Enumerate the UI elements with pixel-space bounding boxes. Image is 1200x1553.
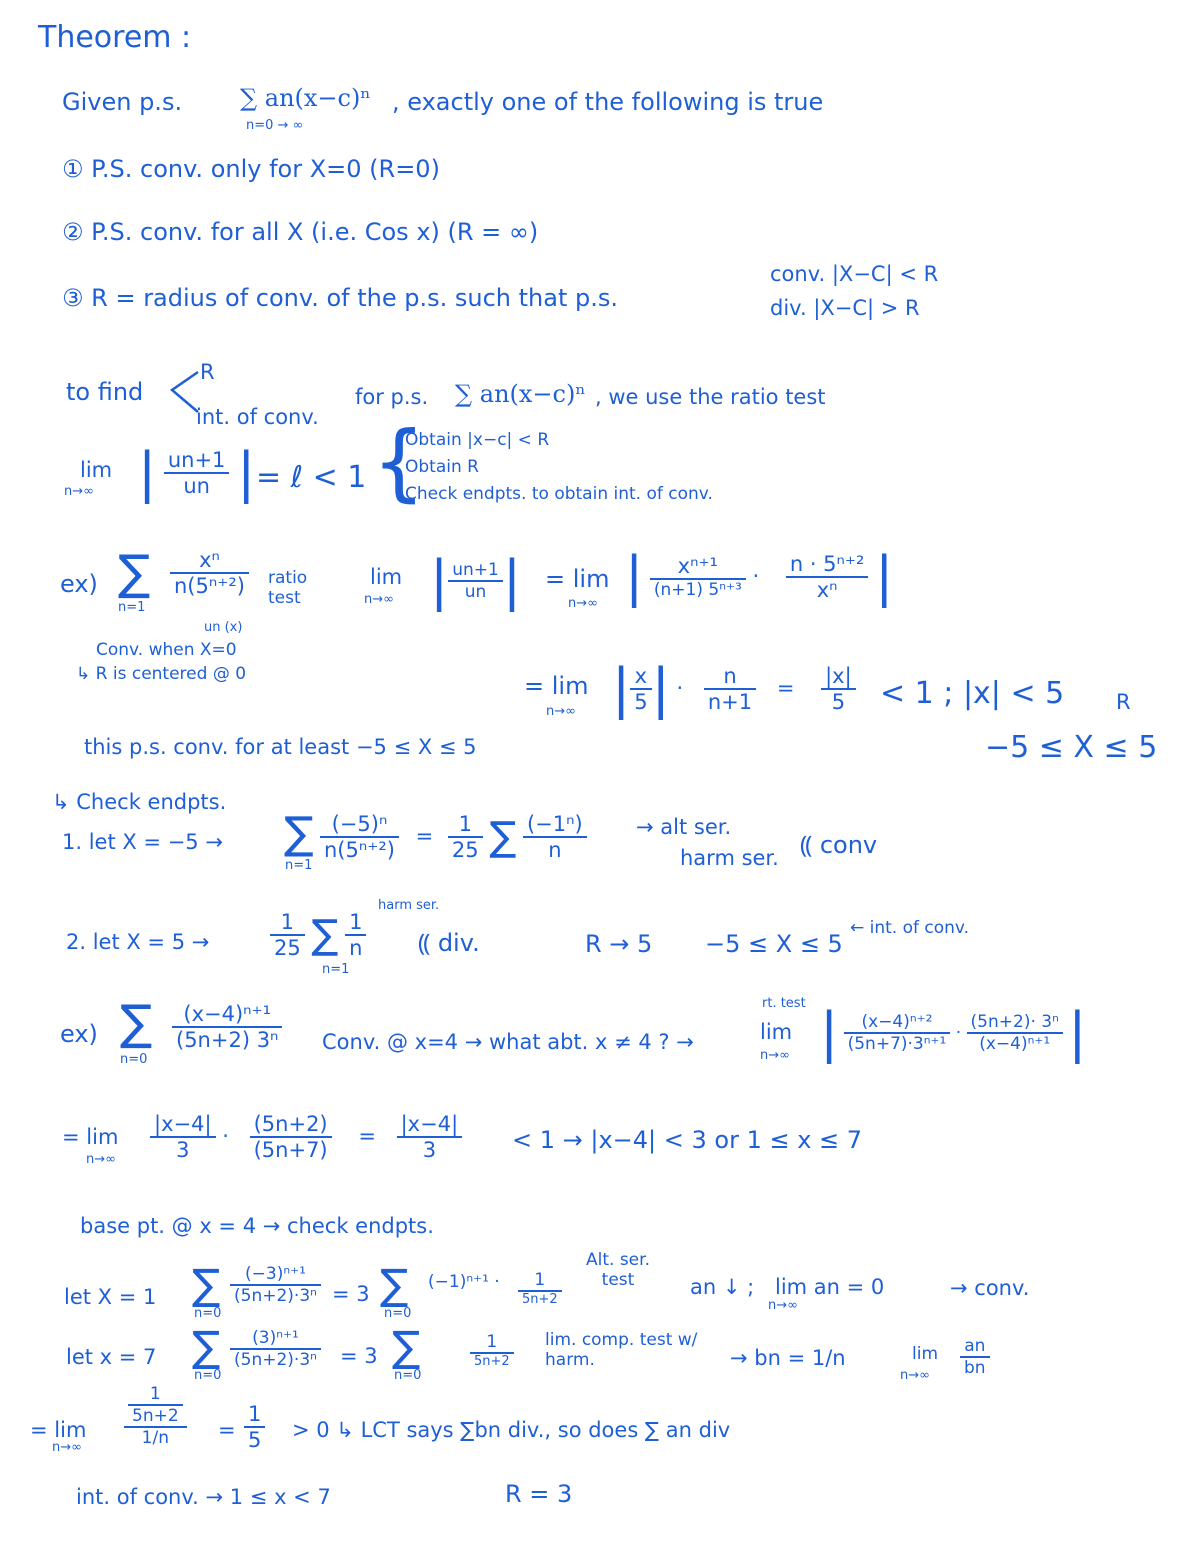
ex2-final-result: > 0 ↳ LCT says ∑bn div., so does ∑ an div	[292, 1418, 731, 1442]
ex2-let7-frac	[230, 1328, 321, 1370]
ex2-final-den: 1/n	[141, 1428, 169, 1448]
ex1-label: ex)	[60, 570, 98, 598]
ex2-final-val-num: 1	[244, 1402, 265, 1428]
ex2-let7-sigma: ∑	[192, 1322, 221, 1371]
ex1-e1-sigma: ∑	[284, 808, 314, 859]
ex2-series-frac	[172, 1002, 282, 1052]
given-prefix: Given p.s.	[62, 88, 183, 116]
ex2-f2-den: (x−4)ⁿ⁺¹	[979, 1034, 1051, 1054]
ex2-l2-f1-den: 3	[176, 1138, 190, 1162]
ex1-e2-label: 2. let X = 5 →	[66, 930, 210, 954]
ex1-line2-lim: = lim	[524, 672, 589, 700]
ex2-let7-lim: lim	[912, 1344, 939, 1364]
ex2-l2-f3-den: 3	[422, 1138, 437, 1162]
ex1-line2-x: x	[630, 664, 651, 690]
ex1-check-endpts: ↳ Check endpts.	[52, 790, 227, 814]
ex2-let1-sigma-2: ∑	[380, 1260, 409, 1309]
ex2-let1-eq: = 3	[332, 1282, 370, 1306]
ex1-f2-den: xⁿ	[816, 578, 838, 602]
ex1-series-frac	[170, 548, 249, 598]
to-find-for-ps: for p.s.	[355, 385, 429, 409]
ratio-num: un+1	[164, 448, 230, 474]
ex1-line2-expr: | $\frac{x}{5}$ | · $\frac{n}{n+1}$ = $\frac{|x|}{5}$	[612, 662, 856, 716]
ex2-let1-cond: an ↓ ;	[690, 1275, 755, 1299]
theorem-case-3-conv: conv. |X−C| < R	[770, 262, 939, 286]
given-series: ∑ an(x−c)ⁿ	[240, 84, 371, 112]
ex1-f1-den: (n+1) 5ⁿ⁺³	[653, 580, 742, 600]
ex1-e2-int-note: ← int. of conv.	[850, 918, 970, 938]
ex2-int-conv: int. of conv. → 1 ≤ x < 7	[76, 1485, 331, 1509]
ex2-let7-sub: n=0	[194, 1368, 222, 1383]
theorem-heading: Theorem :	[38, 20, 192, 55]
ex2-let7-t-frac	[470, 1332, 514, 1369]
ex2-let7-label: let x = 7	[66, 1345, 157, 1369]
ex2-let7-num: (3)ⁿ⁺¹	[230, 1328, 321, 1350]
ex1-line2-eq: =	[776, 676, 795, 700]
ex2-let1-label: let X = 1	[64, 1285, 157, 1309]
ex1-line2-lim-sub: n→∞	[546, 704, 576, 719]
ratio-lim-sub: n→∞	[64, 484, 94, 499]
ratio-step-2: Obtain R	[405, 457, 479, 477]
theorem-case-3-div: div. |X−C| > R	[770, 296, 920, 320]
ex1-eq-lim-sub: n→∞	[568, 596, 598, 611]
ratio-step-1: Obtain |x−c| < R	[405, 430, 550, 450]
ratio-fraction: | $\frac{un+1}{un}$ |	[138, 441, 256, 504]
ex1-eq-lim: = lim	[545, 565, 610, 593]
ex1-e2-expr: $\frac{1}{25}$ ∑ $\frac{1}{n}$	[270, 910, 366, 960]
ex1-un-label: un (x)	[204, 620, 243, 635]
ex2-let7-bn: → bn = 1/n	[730, 1346, 846, 1370]
ex2-let1-term: (−1)ⁿ⁺¹ ·	[428, 1272, 500, 1292]
to-find-item-r: R	[200, 360, 215, 384]
ex2-let1-num: (−3)ⁿ⁺¹	[230, 1264, 321, 1286]
given-series-limits: n=0 → ∞	[246, 118, 304, 133]
ex1-line2-absx: |x|	[821, 664, 856, 690]
ex2-final-num-bot: 5n+2	[132, 1406, 179, 1426]
ex2-conv-at: Conv. @ x=4 → what abt. x ≠ 4 ? →	[322, 1030, 694, 1054]
ex1-e1-eq: =	[415, 824, 434, 848]
ex1-ratio-lim-sub: n→∞	[364, 592, 394, 607]
ex2-let1-sigma: ∑	[192, 1260, 221, 1309]
ex1-conv-note-1: Conv. when X=0	[96, 640, 237, 660]
ex2-f1-den: (5n+7)·3ⁿ⁺¹	[847, 1034, 947, 1054]
ex2-ratio-expansion: | $\frac{\text{(x−4)ⁿ⁺²}}{\text{(5n+7)·3ⁿ⁺¹}}$ · $\frac{\text{(5n+2)· 3ⁿ}}{\text{(x−4)ⁿ⁺¹}}$ |	[820, 1001, 1087, 1064]
ex1-r-mark: R	[1116, 690, 1131, 714]
ex1-harm-ser-note: harm ser.	[378, 898, 440, 913]
ex1-e2-t-num: 1	[345, 910, 366, 936]
ex2-let7-sigma-2: ∑	[392, 1322, 421, 1371]
ex1-e2-result: ⸨ div.	[418, 929, 480, 957]
ex2-let1-lim-sub: n→∞	[768, 1298, 798, 1313]
ex1-series-den: n(5ⁿ⁺²)	[174, 574, 245, 598]
ex2-let1-sub: n=0	[194, 1306, 222, 1321]
ex2-final-sub: n→∞	[52, 1440, 82, 1455]
ex2-let1-t-num: 1	[518, 1270, 562, 1292]
ex2-let7-t-num: 1	[470, 1332, 514, 1354]
to-find-item-int: int. of conv.	[196, 405, 319, 429]
ex2-l2-f1-num: |x−4|	[150, 1112, 216, 1138]
ex2-let7-den: (5n+2)·3ⁿ	[234, 1350, 317, 1370]
ex1-e1-c-den: 25	[451, 838, 479, 862]
ex1-e2-sub: n=1	[322, 962, 350, 977]
ex2-l2-sub: n→∞	[86, 1152, 116, 1167]
to-find-series: ∑ an(x−c)ⁿ	[455, 380, 586, 408]
ex1-e1-num: (−5)ⁿ	[320, 812, 399, 838]
ex1-line2-5: 5	[634, 690, 648, 714]
ex2-lim: lim	[760, 1020, 793, 1044]
ex2-let1-sub-2: n=0	[384, 1306, 412, 1321]
ex1-line2-5b: 5	[831, 690, 846, 714]
ex2-l2-f2-num: (5n+2)	[250, 1112, 332, 1138]
ex2-let1-den: (5n+2)·3ⁿ	[234, 1286, 317, 1306]
ex2-base-pt: base pt. @ x = 4 → check endpts.	[80, 1214, 434, 1238]
ratio-brace: {	[372, 413, 426, 511]
ex2-sigma: ∑	[120, 995, 153, 1051]
ex2-let1-lim: lim an = 0	[775, 1275, 885, 1299]
ex2-let1-conv: → conv.	[950, 1276, 1030, 1300]
ex1-conv-note-2: ↳ R is centered @ 0	[76, 664, 247, 684]
ex1-ratio-frac: | $\frac{un+1}{un}$ |	[430, 549, 522, 612]
ex1-e2-c-num: 1	[270, 910, 305, 936]
ex2-let7-sub-2: n=0	[394, 1368, 422, 1383]
ex2-l2-eq: =	[358, 1124, 376, 1148]
ex2-let7-eq: = 3	[340, 1344, 378, 1368]
ex2-let7-lim-den: bn	[964, 1358, 986, 1378]
ex1-e1-result-1: → alt ser.	[636, 815, 732, 839]
ex1-e1-result-2: harm ser.	[680, 846, 779, 870]
theorem-case-3: ③ R = radius of conv. of the p.s. such that p.s.	[62, 284, 618, 312]
ex1-e1-t-num: (−1ⁿ)	[523, 812, 587, 838]
ex1-e2-t-den: n	[349, 936, 363, 960]
ratio-step-3: Check endpts. to obtain int. of conv.	[405, 484, 713, 504]
ex1-e1-sub: n=1	[285, 858, 313, 873]
ex2-series-num: (x−4)ⁿ⁺¹	[172, 1002, 282, 1028]
ex2-label: ex)	[60, 1020, 98, 1048]
to-find-label: to find	[66, 378, 144, 406]
ex2-let7-lim-frac	[960, 1336, 990, 1378]
ex2-let1-frac	[230, 1264, 321, 1306]
ex1-e2-interval: −5 ≤ X ≤ 5	[705, 930, 843, 958]
ex2-let7-test: lim. comp. test w/ harm.	[545, 1330, 698, 1370]
ex1-line2-n: n	[704, 664, 756, 690]
ex1-e1-den: n(5ⁿ⁺²)	[324, 838, 395, 862]
ex2-rt-label: rt. test	[762, 996, 806, 1011]
ex2-final-eq: =	[218, 1418, 236, 1442]
ex2-final-lim: = lim	[30, 1418, 87, 1442]
ratio-relation: = ℓ < 1	[256, 460, 367, 495]
ex2-l2-result: < 1 → |x−4| < 3 or 1 ≤ x ≤ 7	[512, 1126, 863, 1154]
ex2-let1-t-den: 5n+2	[522, 1292, 558, 1307]
ex1-ratio-num: un+1	[448, 560, 503, 582]
ex2-r-final: R = 3	[505, 1480, 573, 1508]
theorem-case-1: ① P.S. conv. only for X=0 (R=0)	[62, 155, 440, 183]
ex1-series-num: xⁿ	[170, 548, 249, 574]
ex1-ratio-lim: lim	[370, 565, 403, 589]
ex2-series-sub: n=0	[120, 1052, 148, 1067]
ex1-line2-n1: n+1	[707, 690, 753, 714]
ex2-let7-t-den: 5n+2	[474, 1354, 510, 1369]
ex2-l2-expr: $\frac{|x-4|}{3}$ · $\frac{(5n+2)}{(5n+7)}$ = $\frac{|x-4|}{3}$	[150, 1112, 462, 1162]
ex2-let7-lim-num: an	[960, 1336, 990, 1358]
ex1-e2-r: R → 5	[585, 930, 653, 958]
theorem-case-2: ② P.S. conv. for all X (i.e. Cos x) (R = ∞)	[62, 218, 539, 246]
ex2-series-den: (5n+2) 3ⁿ	[176, 1028, 279, 1052]
ex1-e1-label: 1. let X = −5 →	[62, 830, 223, 854]
ex2-l2-f3-num: |x−4|	[397, 1112, 463, 1138]
given-suffix: , exactly one of the following is true	[392, 88, 824, 116]
ex2-final-val	[244, 1402, 265, 1452]
ex1-e1-t-den: n	[548, 838, 562, 862]
ex2-lim-sub: n→∞	[760, 1048, 790, 1063]
ex2-final-frac	[124, 1384, 187, 1448]
ex1-series-sub: n=1	[118, 600, 146, 615]
ex1-e2-c-den: 25	[274, 936, 301, 960]
ex2-let1-t-frac	[518, 1270, 562, 1307]
ex1-ratio-expansion: | $\frac{\text{xⁿ⁺¹}}{\text{(n+1) 5ⁿ⁺³}}$ · $\frac{\text{n · 5ⁿ⁺²}}{\text{xⁿ}}$ |	[625, 545, 894, 608]
ex1-ratio-label: ratio test	[268, 568, 308, 608]
ex1-line2-result: < 1 ; |x| < 5	[880, 676, 1065, 711]
ex1-e1-frac: $\frac{\text{(−5)ⁿ}}{\text{n(5ⁿ⁺²)}}$ = $\frac{1}{25}$ ∑ $\frac{\text{(−1ⁿ)}}{n}$	[320, 812, 587, 862]
ex2-let7-lim-sub: n→∞	[900, 1368, 930, 1383]
to-find-method: , we use the ratio test	[595, 385, 826, 409]
ratio-den: un	[183, 474, 210, 498]
ex1-interval-right: −5 ≤ X ≤ 5	[985, 730, 1158, 765]
ex1-f1-num: xⁿ⁺¹	[650, 554, 746, 580]
ex2-let1-alt: Alt. ser. test	[586, 1250, 650, 1290]
ex2-final-val-den: 5	[248, 1428, 262, 1452]
ex2-l2-f2-den: (5n+7)	[253, 1138, 328, 1162]
ex2-f2-num: (5n+2)· 3ⁿ	[967, 1012, 1063, 1034]
ex1-f2-num: n · 5ⁿ⁺²	[786, 552, 869, 578]
ex1-ratio-den: un	[464, 582, 487, 602]
ex2-l2-lim: = lim	[62, 1125, 119, 1149]
ex1-sigma: ∑	[118, 545, 151, 601]
ex2-f1-num: (x−4)ⁿ⁺²	[844, 1012, 951, 1034]
ex1-at-least: this p.s. conv. for at least −5 ≤ X ≤ 5	[84, 735, 477, 759]
ex1-e1-conv: ⸨ conv	[800, 831, 878, 859]
ex1-e1-c-num: 1	[448, 812, 483, 838]
ex2-final-num-top: 1	[128, 1384, 183, 1406]
ratio-lim: lim	[80, 458, 113, 482]
